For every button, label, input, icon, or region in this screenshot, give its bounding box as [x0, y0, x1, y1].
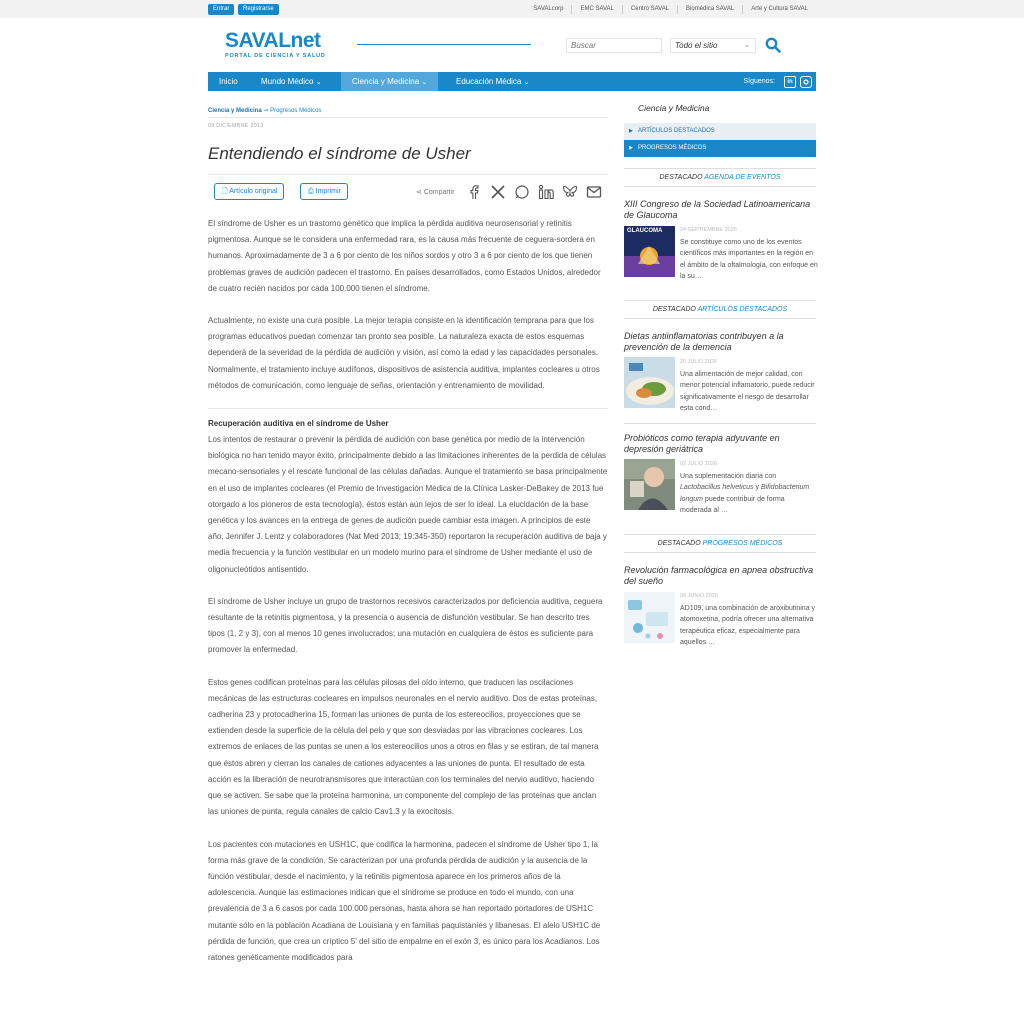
summary-text: Una suplementación diaria con: [680, 473, 777, 480]
summary-species: Lactobacillus helveticus: [680, 484, 754, 492]
email-icon[interactable]: [586, 184, 602, 200]
top-link-centro[interactable]: Centro SAVAL: [622, 5, 677, 14]
chevron-down-icon: ⌄: [421, 79, 428, 86]
register-button[interactable]: Registrarse: [238, 4, 279, 15]
summary-species: Bifidobacterium longum: [680, 484, 810, 503]
breadcrumb-subsection[interactable]: Progresos Médicos: [270, 108, 322, 114]
original-article-label: Artículo original: [229, 188, 278, 195]
whatsapp-icon[interactable]: [514, 184, 530, 200]
sidebar-item-progresos-medicos[interactable]: [624, 140, 816, 157]
search-scope-value: Todo el sitio: [675, 41, 718, 50]
summary-text: puede contribuir de forma moderada al …: [680, 495, 785, 514]
nav-label: Mundo Médico: [261, 77, 314, 86]
nav-label: Educación Médica: [456, 77, 522, 86]
x-twitter-icon[interactable]: [490, 184, 506, 200]
featured-article-summary: Una alimentación de mejor calidad, con menor potencial inflamatorio, puede reducir significativamente el riesgo de desarrollar esta cond…: [680, 371, 815, 412]
progress-article-title[interactable]: Revolución farmacológica en apnea obstructiva del sueño: [624, 565, 814, 586]
print-button[interactable]: [300, 183, 348, 200]
share-icon: ⋖: [416, 189, 422, 196]
article-paragraph: El síndrome de Usher es un trastorno genético que implica la pérdida auditiva neurosensorial y retinitis pigmentosa. Aunque se le considera una enfermedad rara, es la causa más frecuente de ceguera-sordera en humanos. Aproximadamente de 3 a 6 por ciento de los niños sordos y otro 3 a 6 por ciento de los que tienen problemas graves de audición padecen el trastorno. En países desarrollados, como Estados Unidos, alrededor de cuatro recién nacidos por cada 100.000 tienen el síndrome.: [208, 219, 601, 293]
search-input[interactable]: Buscar: [566, 38, 662, 53]
logo-tagline: PORTAL DE CIENCIA Y SALUD: [225, 53, 326, 59]
featured-article-image[interactable]: [624, 459, 675, 510]
divider: [208, 408, 608, 409]
progress-article-image[interactable]: [624, 592, 675, 643]
featured-article-date: 20 JULIO 2026: [680, 359, 717, 365]
destacado-label: DESTACADO: [652, 306, 696, 313]
top-link-arte[interactable]: Arte y Cultura SAVAL: [742, 5, 816, 14]
divider: [208, 117, 608, 118]
article-date: 09 DICIEMBRE 2013: [208, 123, 264, 129]
events-section-header: [624, 168, 816, 187]
destacado-label: DESTACADO: [657, 540, 701, 547]
progress-article-summary: AD109, una combinación de aroxibutinina y atomoxetina, podría ofrecer una alternativa terapéutica eficaz, especialmente para aquellos …: [680, 605, 816, 646]
caret-right-icon: ▶: [629, 145, 633, 151]
nav-label: Inicio: [219, 77, 238, 86]
event-title[interactable]: XIII Congreso de la Sociedad Latinoamericana de Glaucoma: [624, 199, 811, 220]
article-paragraph: El síndrome de Usher incluye un grupo de trastornos recesivos caracterizados por deficiencia auditiva, ceguera resultante de la retinitis pigmentosa, y la presencia o ausencia de disfunción vestibular. Se han descrito tres tipos (1, 2 y 3), con al menos 10 genes involucrados; una mutación en cualquiera de éstos es suficiente para promover la enfermedad.: [208, 596, 603, 655]
logo-name: SAVALnet: [225, 29, 321, 52]
sidebar-item-label: ARTÍCULOS DESTACADOS: [638, 128, 715, 134]
caret-right-icon: ▶: [629, 128, 633, 134]
featured-article-image[interactable]: [624, 357, 675, 408]
featured-articles-section-label[interactable]: ARTÍCULOS DESTACADOS: [697, 306, 788, 313]
divider: [208, 174, 608, 175]
chevron-down-icon: ⌄: [523, 79, 530, 86]
site-logo[interactable]: [225, 30, 326, 59]
events-section-label[interactable]: AGENDA DE EVENTOS: [704, 174, 781, 181]
event-image-label: GLAUCOMA: [627, 228, 663, 234]
featured-article-date: 02 JULIO 2026: [680, 461, 717, 467]
login-button[interactable]: Entrar: [208, 4, 234, 15]
facebook-icon[interactable]: [466, 184, 482, 200]
original-article-button[interactable]: [214, 183, 284, 200]
chevron-down-icon: ⌄: [315, 79, 322, 86]
instagram-icon[interactable]: [800, 76, 812, 88]
summary-text: y: [755, 484, 759, 492]
top-link-biomedica[interactable]: Biomédica SAVAL: [677, 5, 742, 14]
bluesky-icon[interactable]: [562, 184, 578, 200]
nav-item-mundo-medico[interactable]: [250, 72, 333, 91]
main-nav: [208, 72, 816, 91]
article-title: Entendiendo el síndrome de Usher: [208, 144, 471, 163]
nav-item-inicio[interactable]: [208, 72, 249, 91]
article-paragraph: Estos genes codifican proteínas para las células pilosas del oído interno, que traducen las oscilaciones mecánicas de las estructuras cocleares en impulsos neuronales en el nervio auditivo. Dos de estas proteínas, cadherina 23 y protocadherina 15, forman las uniones de punta de los estereocilios, proyecciones que se extienden desde la superficie de la célula del pelo y que son desviadas por las vibraciones cocleares. Los extremos de enlaces de las puntas se unen a los estereocilios unos a otros en filas y se estiran, de tal manera que éstos abren y cierran los canales de cationes adyacentes a las uniones de punta. El resultado de esta acción es la liberación de neurotransmisores que interactúan con los terminales del nervio auditivo, haciendo que se activen. Se sabe que la proteína harmonina, un componente del complejo de las proteínas que anclan las uniones de punta, regula canales de calcio Cav1.3 y la exocitosis.: [208, 677, 599, 817]
featured-article-title[interactable]: Dietas antiinflamatorias contribuyen a la prevención de la demencia: [624, 331, 784, 352]
section-heading: Recuperación auditiva en el síndrome de Usher: [208, 419, 389, 429]
top-links: [525, 0, 816, 18]
share-text: Compartir: [423, 189, 455, 196]
progress-article-date: 08 JUNIO 2026: [680, 593, 718, 599]
top-link-emc[interactable]: EMC SAVAL: [571, 5, 621, 14]
linkedin-share-icon[interactable]: [538, 184, 554, 200]
breadcrumb-arrow-icon: ➞: [263, 108, 269, 114]
article-paragraph: Actualmente, no existe una cura posible. La mejor terapia consiste en la identificación temprana para que los programas educativos puedan comenzar tan pronto sea posible. La naturaleza exacta de estos esquemas dependerá de la severidad de la pérdida de audición y visión, así como la edad y las capacidades personales. Normalmente, el tratamiento incluye audífonos, dispositivos de asistencia auditiva, implantes cocleares u otros métodos de comunicación, como lenguaje de señas, orientación y entrenamiento de movilidad.: [208, 316, 600, 390]
nav-item-educacion-medica[interactable]: [445, 72, 540, 91]
follow-label: Síguenos:: [743, 78, 775, 85]
print-label: Imprimir: [315, 188, 341, 195]
top-bar: [0, 0, 1024, 18]
header-divider: [357, 44, 531, 45]
medical-progress-section-header: [624, 534, 816, 553]
divider: [624, 423, 816, 424]
featured-articles-section-header: [624, 300, 816, 319]
nav-label: Ciencia y Medicina: [352, 77, 420, 86]
top-link-savalcorp[interactable]: SAVALcorp: [533, 5, 564, 12]
sidebar-item-label: PROGRESOS MÉDICOS: [638, 145, 707, 151]
breadcrumb: [208, 107, 321, 114]
chevron-down-icon: ⌄: [744, 42, 750, 49]
featured-article-title[interactable]: Probióticos como terapia adyuvante en depresión geriátrica: [624, 433, 780, 454]
event-date: 24 SEPTIEMBRE 2026: [680, 227, 737, 233]
printer-icon: ⎙: [308, 188, 314, 195]
breadcrumb-section[interactable]: Ciencia y Medicina: [208, 108, 262, 114]
article-paragraph: Los intentos de restaurar o prevenir la pérdida de audición con base genética por medio de la intervención biológica no han tenido mayor éxito, principalmente debido a las limitaciones inherentes de la perdida de células mecano-sensoriales y el rescate funcional de las células dañadas. Aunque el tratamiento se basa principalmente en el uso de implantes cocleares (el Premio de Investigación Médica de la Clínica Lasker-DeBakey de 2013 fue otorgado a los pioneros de esta tecnología), éstos están aún lejos de ser lo ideal. La elucidación de la base genética y los avances en la entrega de genes de audición puede cambiar esta imagen. A principios de este año, Jennifer J. Lentz y colaboradores (Nat Med 2013; 19:345-350) reportaron la recuperación auditiva de baja y media frecuencia y la función vestibular en un modelo murino para el síndrome de Usher mediante el uso de oligonucleótidos antisentido.: [208, 435, 608, 574]
nav-item-ciencia-medicina[interactable]: [341, 72, 438, 91]
search-scope-select[interactable]: [670, 38, 756, 53]
share-label: [416, 188, 455, 196]
article-body: [208, 216, 608, 982]
sidebar-item-articulos-destacados[interactable]: [624, 123, 816, 140]
featured-article-summary: [680, 471, 818, 516]
social-links: [743, 72, 812, 91]
sidebar-title: Ciencia y Medicina: [638, 103, 710, 113]
article-paragraph: Los pacientes con mutaciones en USH1C, que codifica la harmonina, padecen el síndrome de Usher tipo 1, la forma más grave de la condición. Se caracterizan por una profunda pérdida de audición y la ausencia de la función vestibular, desde el nacimiento, y la retinitis pigmentosa aparece en los primeros años de la adolescencia. Aunque las estimaciones indican que el síndrome se produce en todo el mundo, con una prevalencia de 3 a 6 casos por cada 100.000 personas, hasta ahora se han reportado portadores de USH1C mutante sólo en la población Acadiana de Louisiana y en familias paquistaníes y libanesas. El alelo USH1C de pérdida de función, que crea un críptico 5' del sitio de empalme en el exón 3, es único para los Acadianos. Los ratones genéticamente modificados para: [208, 839, 601, 962]
document-icon: 🗋: [222, 188, 228, 195]
medical-progress-section-label[interactable]: PROGRESOS MÉDICOS: [702, 540, 783, 547]
destacado-label: DESTACADO: [659, 174, 703, 181]
linkedin-icon[interactable]: in: [784, 76, 796, 88]
search-icon[interactable]: [765, 37, 781, 53]
event-summary: Se constituye como uno de los eventos científicos más importantes en la región en el ámbito de la oftalmología, con enfoque en la su…: [680, 239, 818, 280]
event-image[interactable]: [624, 226, 675, 277]
